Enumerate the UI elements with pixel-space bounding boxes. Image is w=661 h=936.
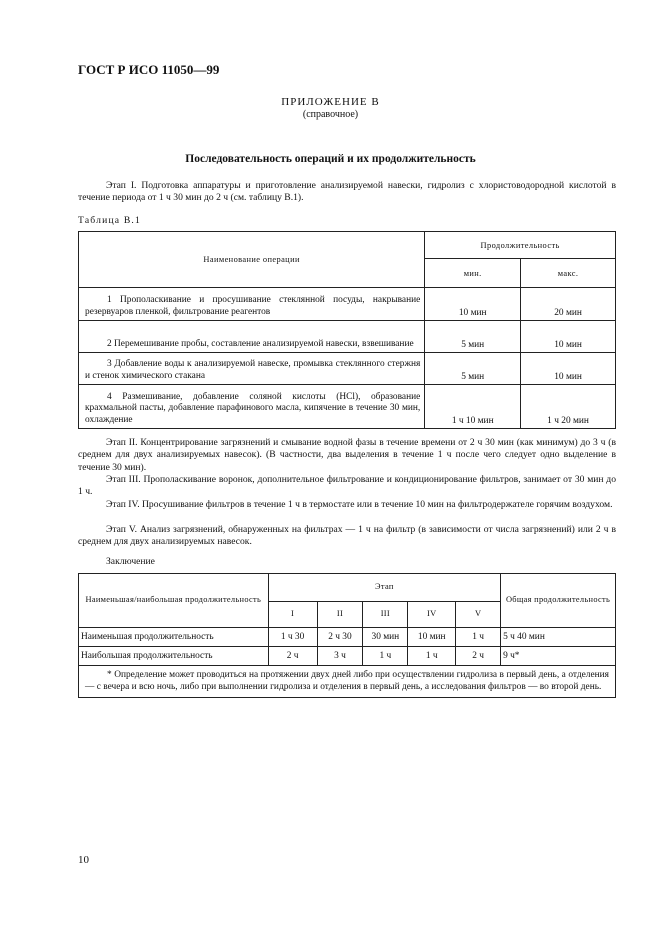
stage-value: 2 ч <box>456 647 501 666</box>
paragraph-stage-3: Этап III. Прополаскивание воронок, дополнительное фильтрование и кондиционирование фильтров, занимает от 30 мин до 1 ч. <box>78 474 616 498</box>
stage-value: 3 ч <box>317 647 363 666</box>
row-label: Наибольшая продолжительность <box>79 647 269 666</box>
paragraph-stage-4: Этап IV. Просушивание фильтров в течение 1 ч в термостате или в течение 10 мин на фильтродержателе горячим воздухом. <box>106 499 613 510</box>
duration-min: 10 мин <box>425 288 521 321</box>
col-header-min: мин. <box>425 259 521 288</box>
appendix-note: (справочное) <box>302 109 359 120</box>
conclusion-heading: Заключение <box>106 556 155 567</box>
total-value: 9 ч* <box>501 647 616 666</box>
duration-max: 1 ч 20 мин <box>521 385 616 429</box>
table-row <box>79 321 616 353</box>
footnote-row <box>79 666 616 698</box>
appendix-label: ПРИЛОЖЕНИЕ В <box>281 96 380 108</box>
operation-text: 1 Прополаскивание и просушивание стеклянной посуды, накрывание резервуаров пленкой, фильтрование реагентов <box>85 295 421 317</box>
document-header: ГОСТ Р ИСО 11050—99 <box>78 62 220 77</box>
col-header-total: Общая продолжительность <box>501 574 616 628</box>
stage-value: 10 мин <box>408 628 456 647</box>
table-row <box>79 353 616 385</box>
stage-value: 1 ч 30 <box>268 628 317 647</box>
stage-header: V <box>456 602 501 628</box>
duration-min: 5 мин <box>425 353 521 385</box>
stage-value: 2 ч 30 <box>317 628 363 647</box>
operation-text: 2 Перемешивание пробы, составление анализируемой навески, взвешивание <box>107 338 414 349</box>
operation-text: 4 Размешивание, добавление соляной кислоты (HCl), образование крахмальной пасты, добавление парафинового масла, кипячение в течение 30 мин, охлаждение <box>85 392 421 425</box>
stage-value: 1 ч <box>456 628 501 647</box>
row-label: Наименьшая продолжительность <box>79 628 269 647</box>
paragraph-stage-2: Этап II. Концентрирование загрязнений и смывание водной фазы в течение времени от 2 ч 30 мин (как минимум) до 3 ч (в среднем для двух анализируемых навесок). (В частности, два выделения в течение 1 ч после чего следует одно выделение в течение 30 мин). <box>78 437 616 473</box>
duration-max: 20 мин <box>521 288 616 321</box>
paragraph-stage-5: Этап V. Анализ загрязнений, обнаруженных на фильтрах — 1 ч на фильтр (в зависимости от числа загрязнений) или 2 ч в среднем для двух анализируемых навесок. <box>78 524 616 548</box>
section-title: Последовательность операций и их продолжительность <box>185 153 476 165</box>
summary-table <box>78 573 616 698</box>
duration-max: 10 мин <box>521 321 616 353</box>
paragraph-stage-1: Этап I. Подготовка аппаратуры и приготовление анализируемой навески, гидролиз с хлористоводородной кислотой в течение периода от 1 ч 30 мин до 2 ч (см. таблицу В.1). <box>78 180 616 204</box>
col-header-stage: Этап <box>268 574 500 602</box>
stage-header: I <box>268 602 317 628</box>
table-row <box>79 628 616 647</box>
table-row <box>79 288 616 321</box>
stage-header: II <box>317 602 363 628</box>
stage-value: 1 ч <box>363 647 408 666</box>
stage-value: 30 мин <box>363 628 408 647</box>
duration-max: 10 мин <box>521 353 616 385</box>
col-header-max: макс. <box>521 259 616 288</box>
operation-text: 3 Добавление воды к анализируемой навеске, промывка стеклянного стержня и стенок химического стакана <box>85 359 421 381</box>
col-header-operation: Наименование операции <box>79 232 425 288</box>
page-number: 10 <box>78 854 89 866</box>
table-row <box>79 385 616 429</box>
col-header-duration: Продолжительность <box>425 232 616 259</box>
stage-header: III <box>363 602 408 628</box>
table-caption: Таблица В.1 <box>78 215 142 226</box>
col-header-duration-type: Наименьшая/наибольшая продолжительность <box>79 574 269 628</box>
stage-header: IV <box>408 602 456 628</box>
footnote-text: * Определение может проводиться на протяжении двух дней либо при осуществлении гидролиза в первый день, а отделения — с вечера и всю ночь, либо при выполнении гидролиза и отделения в первый день, а исследования фильтров — во второй день. <box>85 670 609 693</box>
stage-value: 1 ч <box>408 647 456 666</box>
table-row <box>79 647 616 666</box>
duration-min: 1 ч 10 мин <box>425 385 521 429</box>
stage-value: 2 ч <box>268 647 317 666</box>
total-value: 5 ч 40 мин <box>501 628 616 647</box>
duration-min: 5 мин <box>425 321 521 353</box>
operations-table <box>78 231 616 429</box>
